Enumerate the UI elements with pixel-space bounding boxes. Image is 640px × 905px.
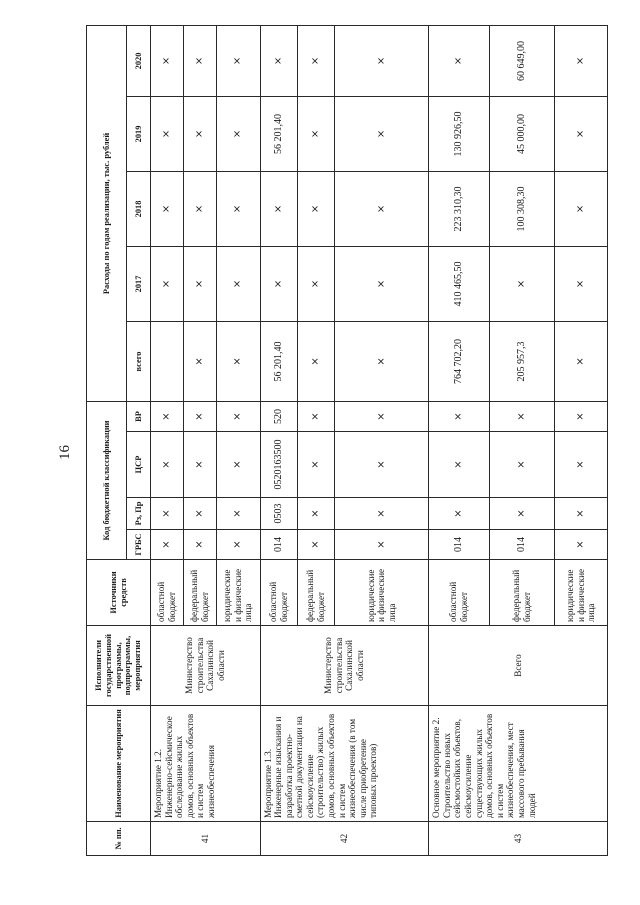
source-cell: федеральный бюджет [297,560,334,626]
header-csr: ЦСР [127,432,151,498]
source-cell: юридические и физические лица [216,560,260,626]
row-num: 42 [260,822,429,856]
grbs-cell: × [183,530,216,560]
rz-cell: × [183,498,216,530]
header-grbs: ГРБС [127,530,151,560]
grbs-cell: × [151,530,184,560]
y2018-cell: 223 310,30 [429,171,489,246]
source-cell: федеральный бюджет [183,560,216,626]
source-cell: юридические и физические лица [335,560,429,626]
header-rz-pr: Рз, Пр [127,498,151,530]
y2017-cell: × [297,246,334,321]
y2018-cell: × [335,171,429,246]
vr-cell: × [297,401,334,431]
y2019-cell: × [151,96,184,171]
csr-cell: × [489,432,555,498]
vr-cell: × [151,401,184,431]
vr-cell: × [335,401,429,431]
grbs-cell: × [335,530,429,560]
rz-cell: × [555,498,608,530]
y2017-cell: 410 465,50 [429,246,489,321]
header-2019: 2019 [127,96,151,171]
rz-cell: × [216,498,260,530]
header-2020: 2020 [127,25,151,96]
grbs-cell: 014 [489,530,555,560]
header-total: всего [127,321,151,401]
source-cell: юридические и физические лица [555,560,608,626]
grbs-cell: 014 [429,530,489,560]
header-2017: 2017 [127,246,151,321]
grbs-cell: 014 [260,530,297,560]
vr-cell: × [489,401,555,431]
header-code-group: Код бюджетной классификации [87,401,127,559]
total-cell: × [183,321,216,401]
row-name: Основное мероприятие 2. Строительство новых сейсмостойких объектов, сейсмоусиление существующих жилых домов, основных объектов и систем жизнеобеспечения, мест массового пребывания людей [429,706,608,822]
row-num: 43 [429,822,608,856]
budget-table [86,25,608,856]
csr-cell: × [335,432,429,498]
header-2018: 2018 [127,171,151,246]
y2019-cell: × [297,96,334,171]
header-source: Источники средств [87,560,151,626]
vr-cell: × [216,401,260,431]
grbs-cell: × [555,530,608,560]
y2017-cell: × [489,246,555,321]
row-executor: Министерство строительства Сахалинской области [260,626,429,706]
y2017-cell: × [555,246,608,321]
header-name: Наименование мероприятия [87,706,151,822]
row-num: 41 [151,822,261,856]
y2020-cell: × [183,25,216,96]
header-vr: ВР [127,401,151,431]
y2017-cell: × [335,246,429,321]
y2020-cell: × [151,25,184,96]
rz-cell: × [151,498,184,530]
header-num: № пп. [87,822,151,856]
vr-cell: 520 [260,401,297,431]
rz-cell: × [489,498,555,530]
vr-cell: × [183,401,216,431]
rz-cell: × [297,498,334,530]
y2018-cell: × [151,171,184,246]
y2017-cell: × [260,246,297,321]
csr-cell: × [151,432,184,498]
grbs-cell: × [216,530,260,560]
header-expenses-group: Расходы по годам реализации, тыс. рублей [87,25,127,401]
rz-cell: 0503 [260,498,297,530]
y2020-cell: × [335,25,429,96]
y2019-cell: × [183,96,216,171]
total-cell: × [216,321,260,401]
csr-cell: × [555,432,608,498]
total-cell: × [297,321,334,401]
source-cell: областной бюджет [151,560,184,626]
csr-cell: × [216,432,260,498]
source-cell: федеральный бюджет [489,560,555,626]
y2017-cell: × [183,246,216,321]
source-cell: областной бюджет [429,560,489,626]
y2019-cell: × [555,96,608,171]
header-executor: Исполнители государственной программы, подпрограммы, мероприятия [87,626,151,706]
row-executor: Министерство строительства Сахалинской области [151,626,261,706]
y2020-cell: × [429,25,489,96]
total-cell: 764 702,20 [429,321,489,401]
grbs-cell: × [297,530,334,560]
page-number [53,432,77,472]
y2017-cell: × [216,246,260,321]
rz-cell: × [335,498,429,530]
y2020-cell: × [297,25,334,96]
rz-cell: × [429,498,489,530]
source-cell: областной бюджет [260,560,297,626]
y2019-cell: × [335,96,429,171]
csr-cell: 0520163500 [260,432,297,498]
page-number-text: 16 [56,444,73,460]
y2019-cell: 130 926,50 [429,96,489,171]
table-row [260,25,297,855]
y2018-cell: × [183,171,216,246]
budget-table-container [86,26,608,856]
row-executor: Всего [429,626,608,706]
y2018-cell: × [297,171,334,246]
table-row [429,25,489,855]
row-name: Мероприятие 1.2. Инженерно-сейсмическое обследование жилых домов, основных объектов и систем жизнеобеспечения [151,706,261,822]
total-cell: 56 201,40 [260,321,297,401]
y2019-cell: 56 201,40 [260,96,297,171]
y2020-cell: 60 649,00 [489,25,555,96]
csr-cell: × [297,432,334,498]
total-cell: × [335,321,429,401]
y2020-cell: × [216,25,260,96]
vr-cell: × [555,401,608,431]
total-cell: 205 957,3 [489,321,555,401]
csr-cell: × [429,432,489,498]
y2019-cell: × [216,96,260,171]
y2020-cell: × [555,25,608,96]
total-cell [151,321,184,401]
y2019-cell: 45 000,00 [489,96,555,171]
y2018-cell: × [260,171,297,246]
y2017-cell: × [151,246,184,321]
csr-cell: × [183,432,216,498]
table-row [151,25,184,855]
y2018-cell: 100 308,30 [489,171,555,246]
vr-cell: × [429,401,489,431]
row-name: Мероприятие 1.3. Инженерные изыскания и разработка проектно-сметной документации на сейсмоусиление (строительство) жилых домов, основных объектов и систем жизнеобеспечения (в том числе приобретение типовых проектов) [260,706,429,822]
y2018-cell: × [216,171,260,246]
y2018-cell: × [555,171,608,246]
y2020-cell: × [260,25,297,96]
total-cell: × [555,321,608,401]
